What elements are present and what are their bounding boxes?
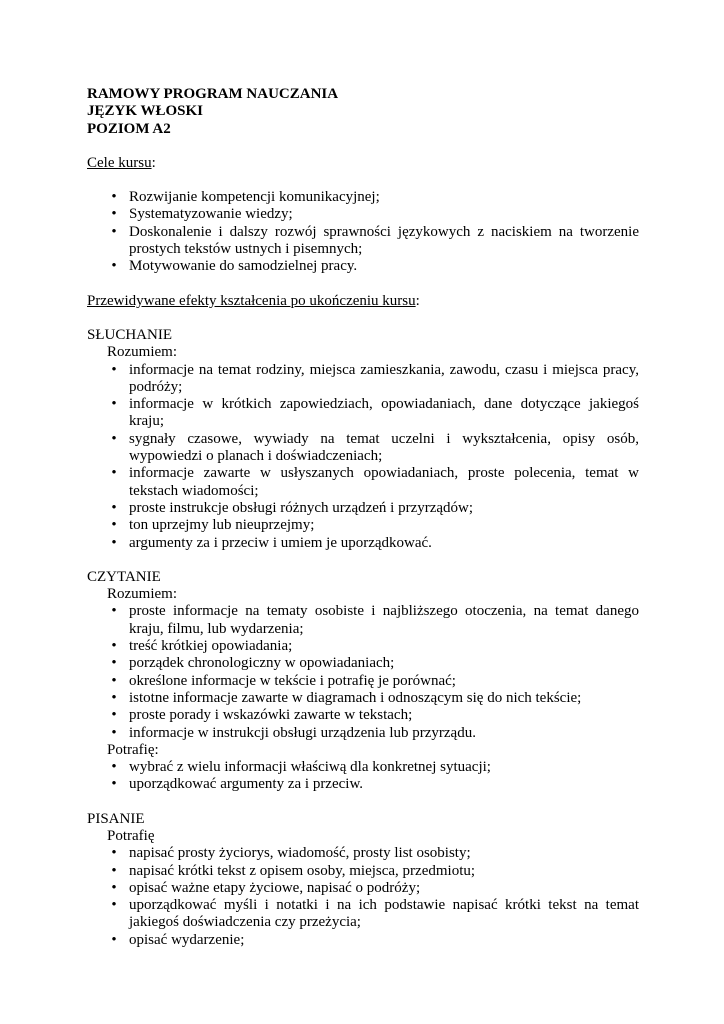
bullet-icon: •: [111, 499, 117, 516]
spacer: [87, 138, 639, 155]
course-goals-heading-colon: :: [151, 154, 156, 171]
list-item-text: sygnały czasowe, wywiady na temat uczelni i wykształcenia, opisy osób, wypowiedzi o planach i doświadczeniach;: [129, 430, 639, 465]
learning-outcomes-heading-text: Przewidywane efekty kształcenia po ukończeniu kursu: [87, 292, 416, 309]
list-item: [107, 362, 639, 397]
list-item: [107, 189, 639, 206]
bullet-icon: •: [111, 707, 117, 724]
list-item: [107, 707, 639, 724]
bullet-icon: •: [111, 655, 117, 672]
spacer: [87, 172, 639, 189]
course-goals-heading: [87, 155, 639, 172]
reading-subheading-2: Potrafię:: [107, 741, 159, 758]
list-item: [107, 224, 639, 259]
bullet-icon: •: [111, 931, 117, 948]
spacer: [87, 310, 639, 327]
bullet-icon: •: [111, 258, 117, 275]
list-item-text: proste porady i wskazówki zawarte w tekstach;: [129, 707, 413, 724]
list-item: [107, 500, 639, 517]
list-item-text: wybrać z wielu informacji właściwą dla konkretnej sytuacji;: [129, 759, 491, 776]
bullet-icon: •: [111, 396, 117, 413]
list-item-text: argumenty za i przeciw i umiem je uporządkować.: [129, 534, 432, 551]
bullet-icon: •: [111, 862, 117, 879]
listening-list: [107, 362, 639, 552]
course-goals-heading-text: Cele kursu: [87, 154, 152, 171]
reading-list: [107, 603, 639, 741]
document-title-line-2: JĘZYK WŁOSKI: [87, 103, 204, 120]
bullet-icon: •: [111, 759, 117, 776]
list-item: [107, 845, 639, 862]
list-item-text: istotne informacje zawarte w diagramach i odnoszącym się do nich tekście;: [129, 689, 582, 706]
list-item: [107, 673, 639, 690]
spacer: [87, 794, 639, 811]
bullet-icon: •: [111, 430, 117, 447]
list-item-text: Motywowanie do samodzielnej pracy.: [129, 258, 358, 275]
list-item-text: informacje w instrukcji obsługi urządzenia lub przyrządu.: [129, 724, 476, 741]
reading-subheading: Rozumiem:: [107, 586, 177, 603]
list-item: [107, 638, 639, 655]
list-item: [107, 880, 639, 897]
list-item: [107, 517, 639, 534]
spacer: [87, 276, 639, 293]
list-item: [107, 897, 639, 932]
bullet-icon: •: [111, 189, 117, 206]
listening-subheading: Rozumiem:: [107, 344, 177, 361]
list-item-text: ton uprzejmy lub nieuprzejmy;: [129, 517, 315, 534]
bullet-icon: •: [111, 517, 117, 534]
list-item-text: określone informacje w tekście i potrafię je porównać;: [129, 672, 456, 689]
bullet-icon: •: [111, 879, 117, 896]
list-item-text: proste informacje na tematy osobiste i najbliższego otoczenia, na temat danego kraju, filmu, lub wydarzenia;: [129, 603, 639, 637]
list-item: [107, 535, 639, 552]
bullet-icon: •: [111, 638, 117, 655]
list-item-text: Rozwijanie kompetencji komunikacyjnej;: [129, 189, 380, 206]
list-item-text: informacje w krótkich zapowiedziach, opowiadaniach, dane dotyczące jakiegoś kraju;: [129, 396, 639, 430]
writing-heading: PISANIE: [87, 810, 145, 827]
list-item-text: Systematyzowanie wiedzy;: [129, 206, 293, 223]
bullet-icon: •: [111, 603, 117, 620]
list-item-text: napisać prosty życiorys, wiadomość, prosty list osobisty;: [129, 845, 471, 862]
list-item: [107, 690, 639, 707]
list-item: [107, 863, 639, 880]
document-title-line-1: RAMOWY PROGRAM NAUCZANIA: [87, 86, 339, 102]
list-item-text: opisać wydarzenie;: [129, 931, 245, 948]
list-item: [107, 206, 639, 223]
reading-heading: CZYTANIE: [87, 568, 161, 585]
bullet-icon: •: [111, 223, 117, 240]
learning-outcomes-heading: [87, 293, 639, 310]
list-item: [107, 258, 639, 275]
list-item-text: treść krótkiej opowiadania;: [129, 638, 293, 655]
bullet-icon: •: [111, 206, 117, 223]
list-item: [107, 776, 639, 793]
list-item: [107, 396, 639, 431]
list-item: [107, 465, 639, 500]
document-title-line-3: POZIOM A2: [87, 120, 171, 137]
course-goals-list: [107, 189, 639, 275]
list-item-text: Doskonalenie i dalszy rozwój sprawności językowych z naciskiem na tworzenie prostych tekstów ustnych i pisemnych;: [129, 223, 639, 258]
document-page: [87, 86, 639, 949]
list-item-text: porządek chronologiczny w opowiadaniach;: [129, 655, 395, 672]
bullet-icon: •: [111, 465, 117, 482]
list-item-text: informacje na temat rodziny, miejsca zamieszkania, zawodu, czasu i miejsca pracy, podróży;: [129, 361, 639, 395]
bullet-icon: •: [111, 672, 117, 689]
list-item-text: informacje zawarte w usłyszanych opowiadaniach, proste polecenia, temat w tekstach wiadomości;: [129, 465, 639, 499]
list-item-text: napisać krótki tekst z opisem osoby, miejsca, przedmiotu;: [129, 862, 476, 879]
list-item-text: uporządkować myśli i notatki i na ich podstawie napisać krótki tekst na temat jakiegoś doświadczenia czy przeżycia;: [129, 897, 639, 931]
list-item: [107, 725, 639, 742]
bullet-icon: •: [111, 776, 117, 793]
list-item-text: proste instrukcje obsługi różnych urządzeń i przyrządów;: [129, 499, 474, 516]
bullet-icon: •: [111, 689, 117, 706]
bullet-icon: •: [111, 845, 117, 862]
bullet-icon: •: [111, 534, 117, 551]
bullet-icon: •: [111, 724, 117, 741]
writing-subheading: Potrafię: [107, 827, 155, 844]
reading-list-2: [107, 759, 639, 794]
writing-list: [107, 845, 639, 949]
list-item: [107, 759, 639, 776]
list-item: [107, 932, 639, 949]
bullet-icon: •: [111, 361, 117, 378]
list-item-text: opisać ważne etapy życiowe, napisać o podróży;: [129, 879, 421, 896]
learning-outcomes-heading-colon: :: [415, 292, 420, 309]
list-item: [107, 431, 639, 466]
list-item-text: uporządkować argumenty za i przeciw.: [129, 776, 364, 793]
listening-heading: SŁUCHANIE: [87, 326, 172, 343]
bullet-icon: •: [111, 897, 117, 914]
spacer: [87, 552, 639, 569]
list-item: [107, 655, 639, 672]
list-item: [107, 603, 639, 638]
